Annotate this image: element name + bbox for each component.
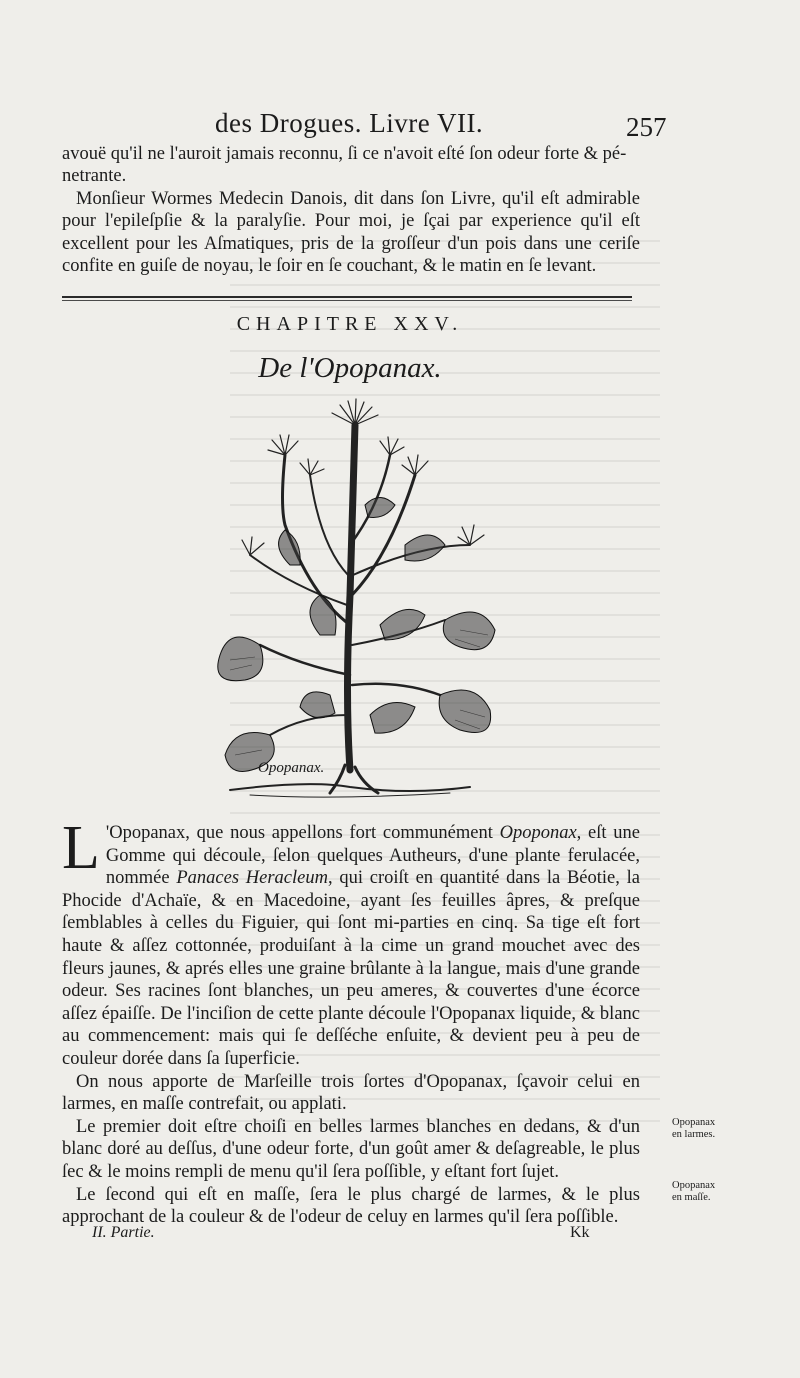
margin-note-1-line-1: Opopanax xyxy=(672,1117,716,1128)
catchword: Kk xyxy=(570,1224,590,1241)
signature-mark: II. Partie. xyxy=(92,1224,155,1241)
opopanax-plant-illustration xyxy=(190,395,510,815)
p1-start: 'Opopanax, que nous appellons fort communément xyxy=(105,823,500,843)
wormes-paragraph: Monſieur Wormes Medecin Danois, dit dans ſon Livre, qu'il eſt admirable pour l'epileſpſie & la paralyſie. Pour moi, je ſçai par experience qu'il eſt excellent pour les Aſmatiques, pris de la groſſeur d'un pois dans une ceriſe confite en guiſe de noyau, le ſoir en ſe couchant, & le matin en ſe levant. xyxy=(62,189,640,277)
margin-note-1-line-2: en larmes. xyxy=(672,1129,716,1140)
p1-italic-panaces: Panaces Heracleum xyxy=(176,868,328,889)
chapter-title: De l'Opopanax. xyxy=(258,352,442,384)
body-paragraph-1 xyxy=(62,814,640,1071)
drop-cap: L xyxy=(62,814,100,882)
chapter-heading: CHAPITRE XXV. xyxy=(236,313,464,335)
body-paragraph-3: Le premier doit eſtre choiſi en belles larmes blanches en dedans, & d'un blanc doré au deſſus, d'une odeur forte, d'un goût amer & deſagreable, le plus ſec & le moins rempli de menu qu'il ſera poſſible, y eſtant fort ſujet. xyxy=(62,1116,640,1182)
margin-note-masse xyxy=(672,1180,752,1204)
p1-rest: , qui croiſt en quantité dans la Béotie, la Phocide d'Achaïe, & en Macedoine, ayant ſes feuilles âpres, & preſque ſemblables à celles du Figuier, qui ſont mi-parties en cinq. Sa tige eſt fort haute & aſſez cottonnée, produiſant à la cime un grand mouchet avec des fleurs jaunes, & aprés elles une graine brûlante à la langue, mais d'une grande odeur. Ses racines ſont blanches, un peu ameres, & couvertes d'une écorce aſſez épaiſſe. De l'inciſion de cette plante découle l'Opopanax liquide, & blanc au commencement: mais qui ſe deſſéche enſuite, & devient peu à peu de couleur dorée dans ſa ſuperficie. xyxy=(62,868,640,1069)
illustration-caption: Opopanax. xyxy=(258,760,325,776)
chapter-body xyxy=(62,814,640,1229)
continued-line-2: netrante. xyxy=(62,166,127,187)
running-head xyxy=(0,108,800,142)
body-paragraph-2: On nous apporte de Marſeille trois ſortes d'Opopanax, ſçavoir celui en larmes, en maſſe contrefait, ou applati. xyxy=(62,1071,640,1115)
page-number: 257 xyxy=(626,112,667,142)
continued-line-1: avouë qu'il ne l'auroit jamais reconnu, ſi ce n'avoit eſté ſon odeur forte & pé- xyxy=(62,144,627,164)
margin-note-2-line-2: en maſſe. xyxy=(672,1192,711,1203)
running-title: des Drogues. Livre VII. xyxy=(215,108,484,138)
p1-italic-opoponax: Opoponax xyxy=(499,823,577,843)
body-paragraph-4: Le ſecond qui eſt en maſſe, ſera le plus chargé de larmes, & le plus approchant de la couleur & de l'odeur de celuy en larmes qu'il ſera poſſible. xyxy=(62,1184,640,1228)
p1-mid: , eſt une Gomme qui découle, ſelon quelques Autheurs, d'une plante ferulacée, nommée xyxy=(105,823,640,889)
continued-paragraph xyxy=(62,143,640,188)
margin-note-larmes xyxy=(672,1117,752,1141)
chapter-rule-thin xyxy=(62,300,632,301)
margin-note-2-line-1: Opopanax xyxy=(672,1180,716,1191)
chapter-rule xyxy=(62,296,632,298)
